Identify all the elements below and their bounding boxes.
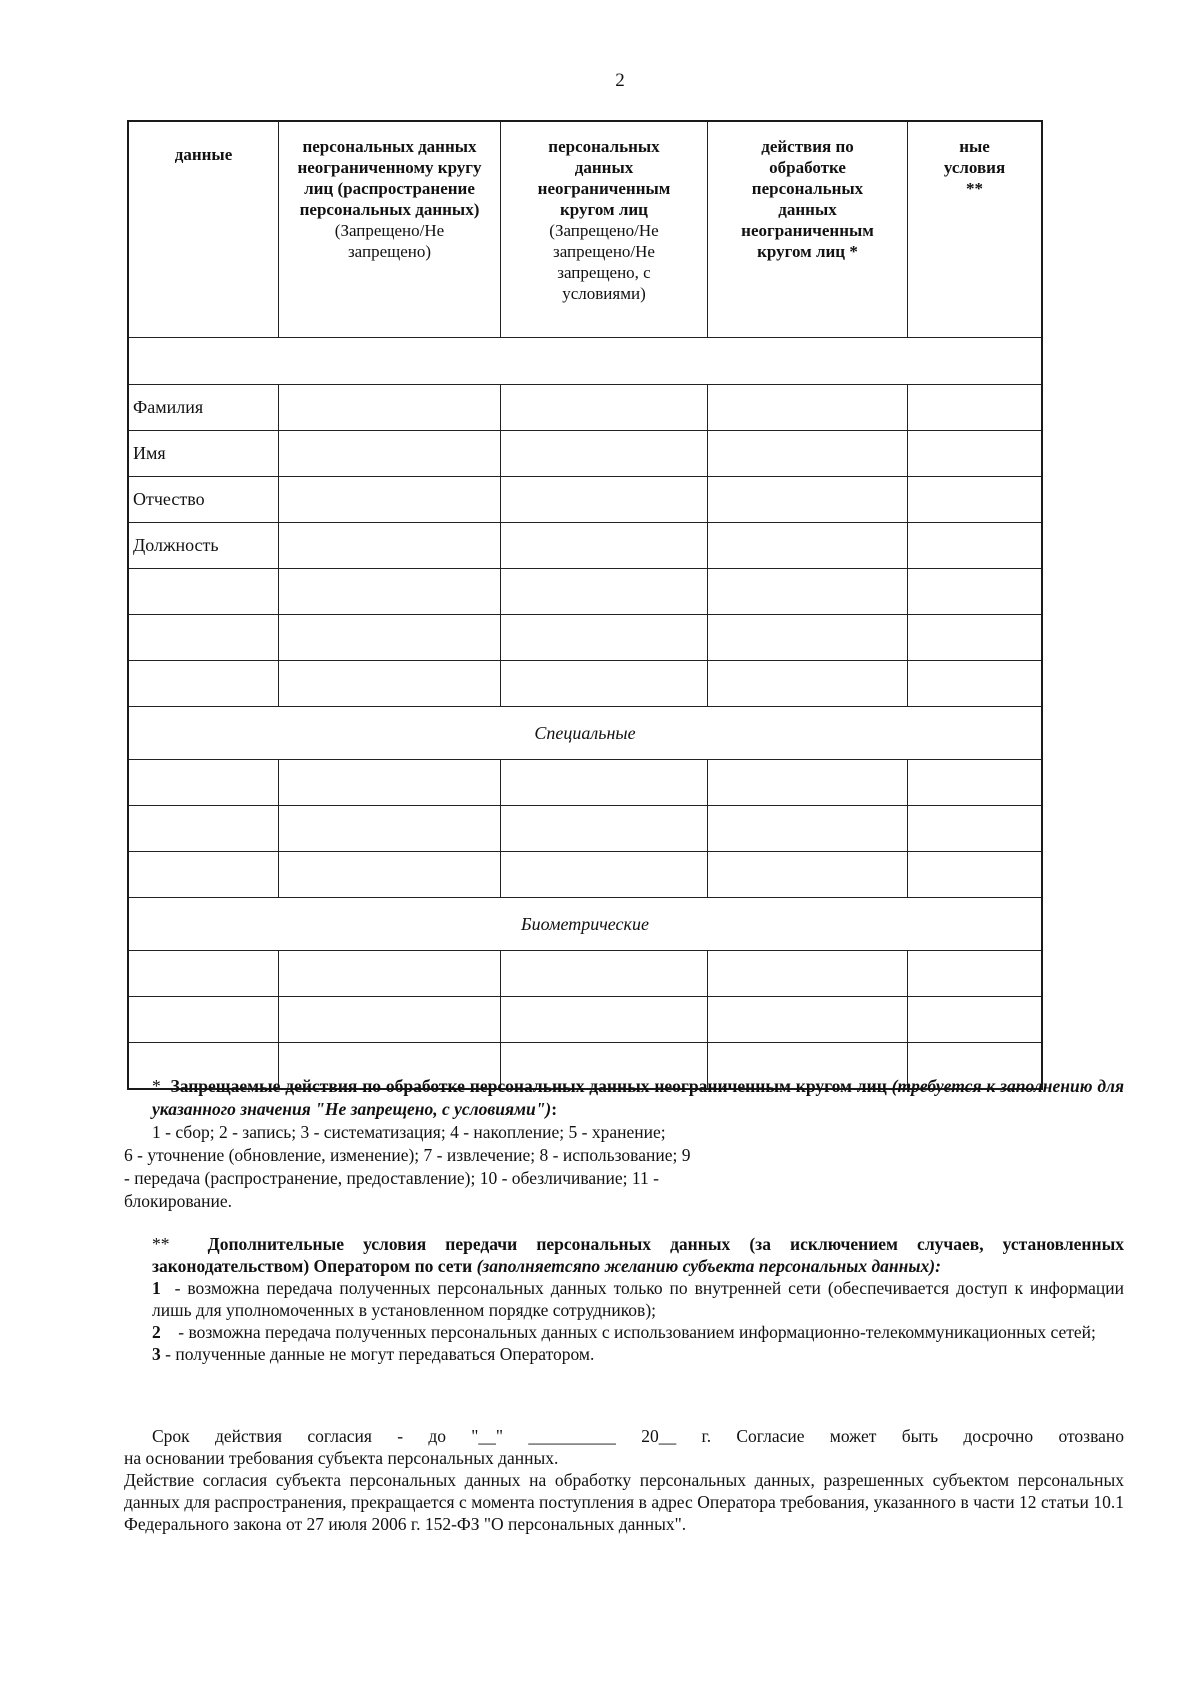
input-cell[interactable] [129, 569, 278, 614]
input-cell[interactable] [129, 615, 278, 660]
input-cell[interactable] [278, 477, 500, 522]
input-cell[interactable] [500, 477, 707, 522]
input-cell[interactable] [500, 852, 707, 897]
input-cell[interactable] [278, 806, 500, 851]
footnote-1-heading: * Запрещаемые действия по обработке персональных данных неограниченным кругом лиц (требуется к заполнению для указанного значения "Не запрещено, с условиями"): [152, 1076, 1124, 1119]
input-cell[interactable] [907, 385, 1041, 430]
input-cell[interactable] [907, 997, 1041, 1042]
footnote-1-line: 1 - сбор; 2 - запись; 3 - систематизация; 4 - накопление; 5 - хранение; [152, 1122, 666, 1142]
section-row-special [129, 706, 1041, 759]
input-cell[interactable] [707, 385, 907, 430]
input-cell[interactable] [707, 806, 907, 851]
header-processing-options: (Запрещено/Не запрещено/Не запрещено, с условиями) [549, 221, 659, 303]
table-row [129, 384, 1041, 430]
input-cell[interactable] [707, 569, 907, 614]
table-row [129, 660, 1041, 706]
table-row [129, 851, 1041, 897]
input-cell[interactable] [500, 615, 707, 660]
input-cell[interactable] [500, 523, 707, 568]
input-cell[interactable] [129, 852, 278, 897]
table-row [129, 996, 1041, 1042]
header-cell-data: данные [174, 145, 233, 164]
table-row [129, 950, 1041, 996]
table-header-row [129, 122, 1041, 337]
page-number: 2 [615, 70, 625, 91]
input-cell[interactable] [278, 523, 500, 568]
footnote-1-line: 6 - уточнение (обновление, изменение); 7 - извлечение; 8 - использование; 9 [124, 1145, 691, 1165]
header-processing-title: персональных данных неограниченным кругом лиц [537, 137, 671, 219]
input-cell[interactable] [278, 951, 500, 996]
footnote-2-item: 1 - возможна передача полученных персональных данных только по внутренней сети (обеспечивается доступ к информации лишь для уполномоченных в установленном порядке сотрудников); [152, 1278, 1125, 1320]
footnote-1-line: блокирование. [124, 1191, 232, 1211]
input-cell[interactable] [129, 661, 278, 706]
input-cell[interactable] [129, 760, 278, 805]
input-cell[interactable] [500, 997, 707, 1042]
input-cell[interactable] [129, 997, 278, 1042]
consent-validity [124, 1425, 1124, 1535]
termination-paragraph: Действие согласия субъекта персональных данных на обработку персональных данных, разрешенных субъектом персональных данных для распространения, прекращается с момента поступления в адрес Оператора требования, указанного в части 12 статьи 10.1 Федерального закона от 27 июля 2006 г. 152-ФЗ "О персональных данных". [124, 1470, 1124, 1534]
header-distribution-title: персональных данных неограниченному кругу лиц (распространение персональных данных) [297, 137, 482, 219]
footnote-2-heading: ** Дополнительные условия передачи персональных данных (за исключением случаев, установленных законодательством) Оператором по сети (заполняетсяпо желанию субъекта персональных данных): [152, 1234, 1124, 1276]
section-title-biometric: Биометрические [521, 913, 649, 934]
input-cell[interactable] [278, 615, 500, 660]
input-cell[interactable] [907, 852, 1041, 897]
input-cell[interactable] [129, 806, 278, 851]
table-row [129, 805, 1041, 851]
input-cell[interactable] [500, 951, 707, 996]
input-cell[interactable] [707, 523, 907, 568]
header-extra-title: ные условия ** [943, 137, 1006, 198]
input-cell[interactable] [907, 760, 1041, 805]
consent-table [127, 120, 1043, 1090]
table-row [129, 522, 1041, 568]
input-cell[interactable] [907, 951, 1041, 996]
input-cell[interactable] [278, 760, 500, 805]
input-cell[interactable] [500, 569, 707, 614]
footnote-prohibited-actions [124, 1075, 1124, 1213]
validity-line: на основании требования субъекта персональных данных. [124, 1448, 559, 1468]
row-label: Имя [133, 443, 166, 463]
row-label: Отчество [133, 489, 205, 509]
input-cell[interactable] [500, 760, 707, 805]
table-row [129, 476, 1041, 522]
header-cell-prohibited-actions [707, 122, 907, 337]
input-cell[interactable] [707, 760, 907, 805]
table-row [129, 568, 1041, 614]
footnote-transfer-conditions [124, 1233, 1124, 1365]
input-cell[interactable] [707, 997, 907, 1042]
input-cell[interactable] [707, 852, 907, 897]
section-row-biometric [129, 897, 1041, 950]
input-cell[interactable] [907, 523, 1041, 568]
input-cell[interactable] [278, 997, 500, 1042]
input-cell[interactable] [907, 615, 1041, 660]
header-cell-processing [500, 122, 707, 337]
footnote-2-item: 2 - возможна передача полученных персональных данных с использованием информационно-телекоммуникационных сетей; [152, 1322, 1096, 1342]
table-row [129, 614, 1041, 660]
input-cell[interactable] [500, 385, 707, 430]
table-row [129, 430, 1041, 476]
input-cell[interactable] [500, 806, 707, 851]
header-cell-distribution [278, 122, 500, 337]
input-cell[interactable] [707, 477, 907, 522]
section-title-special: Специальные [534, 722, 636, 743]
input-cell[interactable] [907, 431, 1041, 476]
input-cell[interactable] [278, 569, 500, 614]
input-cell[interactable] [907, 477, 1041, 522]
table-row [129, 759, 1041, 805]
row-label: Должность [133, 535, 219, 555]
input-cell[interactable] [707, 661, 907, 706]
input-cell[interactable] [907, 661, 1041, 706]
header-cell-extra-conditions [907, 122, 1041, 337]
input-cell[interactable] [129, 951, 278, 996]
row-label: Фамилия [133, 397, 204, 417]
footnote-2-item: 3 - полученные данные не могут передаваться Оператором. [152, 1344, 595, 1364]
input-cell[interactable] [278, 661, 500, 706]
input-cell[interactable] [707, 951, 907, 996]
input-cell[interactable] [500, 431, 707, 476]
input-cell[interactable] [707, 615, 907, 660]
input-cell[interactable] [707, 431, 907, 476]
input-cell[interactable] [278, 431, 500, 476]
input-cell[interactable] [500, 661, 707, 706]
footnote-1-line: - передача (распространение, предоставление); 10 - обезличивание; 11 - [124, 1168, 659, 1188]
input-cell[interactable] [278, 385, 500, 430]
input-cell[interactable] [907, 569, 1041, 614]
input-cell[interactable] [907, 806, 1041, 851]
header-prohibited-title: действия по обработке персональных данных неограниченным кругом лиц * [741, 137, 874, 261]
blank-separator-row [129, 337, 1041, 384]
input-cell[interactable] [278, 852, 500, 897]
header-distribution-options: (Запрещено/Не запрещено) [334, 221, 445, 261]
validity-line: Срок действия согласия - до "__" __________ 20__ г. Согласие может быть досрочно отозвано [152, 1426, 1124, 1446]
